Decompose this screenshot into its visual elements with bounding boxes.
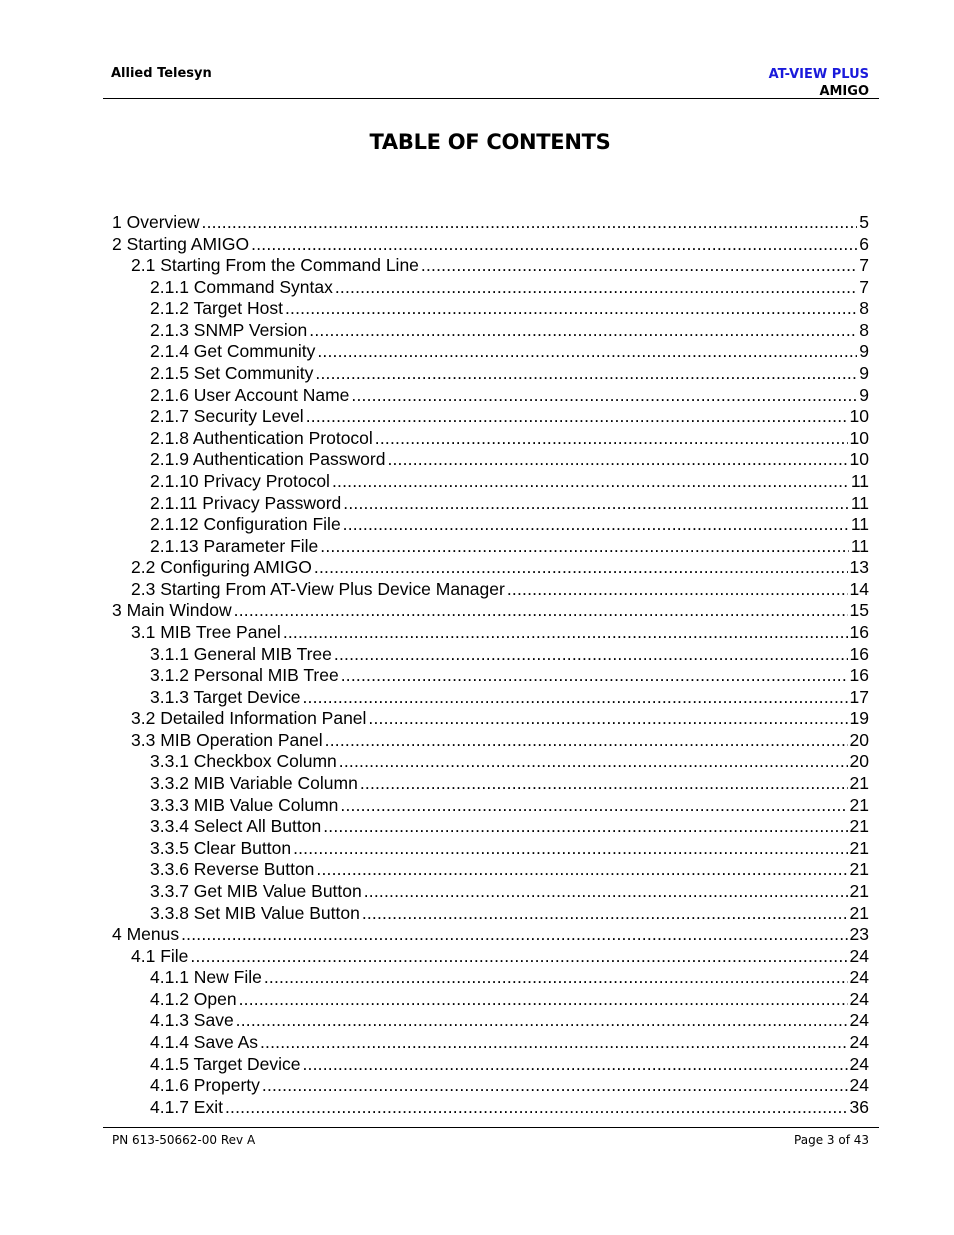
toc-entry[interactable]	[112, 212, 869, 234]
toc-entry-page: 9	[859, 363, 869, 384]
dot-leader	[302, 687, 847, 708]
dot-leader	[283, 622, 848, 643]
toc-entry[interactable]	[112, 234, 869, 256]
toc-entry-page: 21	[849, 880, 869, 901]
toc-entry[interactable]	[112, 385, 869, 407]
toc-entry-page: 11	[850, 492, 869, 513]
toc-entry-label: 3.1.1 General MIB Tree	[150, 643, 332, 664]
toc-entry-label: 3.3.3 MIB Value Column	[150, 794, 339, 815]
toc-entry-label: 4.1.2 Open	[150, 988, 237, 1009]
toc-entry[interactable]	[112, 579, 869, 601]
dot-leader	[368, 708, 847, 729]
toc-entry[interactable]	[112, 298, 869, 320]
toc-entry-page: 16	[849, 621, 869, 642]
toc-entry-page: 19	[849, 708, 869, 729]
toc-entry[interactable]	[112, 1097, 869, 1119]
toc-entry-label: 2.1 Starting From the Command Line	[131, 255, 419, 276]
toc-entry-label: 1 Overview	[112, 212, 200, 232]
module-name: AMIGO	[819, 84, 869, 99]
dot-leader	[323, 816, 847, 837]
toc-entry-page: 24	[849, 988, 869, 1009]
toc-entry-label: 2.1.3 SNMP Version	[150, 319, 308, 340]
toc-entry-page: 10	[849, 427, 869, 448]
dot-leader	[302, 1054, 847, 1075]
toc-entry-page: 6	[859, 233, 869, 254]
dot-leader	[351, 385, 857, 406]
toc-entry-page: 10	[849, 406, 869, 427]
toc-entry-page: 23	[849, 924, 869, 945]
toc-entry-page: 7	[859, 255, 869, 276]
toc-entry-page: 15	[849, 600, 869, 621]
toc-entry-label: 4.1.6 Property	[150, 1075, 260, 1096]
toc-entry[interactable]	[112, 903, 869, 925]
dot-leader	[332, 471, 849, 492]
toc-entry-page: 7	[859, 276, 869, 297]
dot-leader	[507, 579, 848, 600]
toc-entry-label: 3.3.8 Set MIB Value Button	[150, 902, 360, 923]
toc-entry-label: 3.3.6 Reverse Button	[150, 859, 315, 880]
toc-entry-page: 20	[849, 751, 869, 772]
dot-leader	[309, 320, 857, 341]
toc-entry-label: 4.1 File	[131, 945, 189, 966]
toc-entry[interactable]	[112, 751, 869, 773]
toc-entry-label: 4.1.7 Exit	[150, 1096, 223, 1117]
dot-leader	[306, 406, 848, 427]
toc-entry-page: 9	[859, 384, 869, 405]
toc-entry-page: 16	[849, 643, 869, 664]
toc-entry[interactable]	[112, 946, 869, 968]
toc-entry-page: 24	[849, 1031, 869, 1052]
toc-entry-page: 21	[849, 837, 869, 858]
page-title: TABLE OF CONTENTS	[369, 130, 611, 154]
dot-leader	[225, 1097, 848, 1118]
dot-leader	[264, 967, 848, 988]
toc-entry-page: 16	[849, 665, 869, 686]
toc-entry-label: 2.1.12 Configuration File	[150, 514, 341, 535]
toc-entry-label: 3.2 Detailed Information Panel	[131, 708, 367, 729]
toc-entry-label: 2 Starting AMIGO	[112, 233, 250, 254]
toc-entry[interactable]	[112, 773, 869, 795]
toc-entry[interactable]	[112, 1054, 869, 1076]
toc-entry-page: 10	[849, 449, 869, 470]
toc-entry-label: 2.1.9 Authentication Password	[150, 449, 386, 470]
dot-leader	[339, 751, 848, 772]
dot-leader	[239, 989, 848, 1010]
toc-entry-label: 4.1.1 New File	[150, 967, 262, 988]
toc-entry[interactable]	[112, 1075, 869, 1097]
toc-entry-page: 24	[849, 945, 869, 966]
table-of-contents	[112, 212, 869, 1118]
part-number: PN 613-50662-00 Rev A	[112, 1133, 256, 1147]
toc-entry[interactable]	[112, 493, 869, 515]
toc-entry-page: 17	[849, 686, 869, 707]
dot-leader	[387, 449, 847, 470]
dot-leader	[325, 730, 848, 751]
toc-entry[interactable]	[112, 428, 869, 450]
toc-entry-page: 5	[859, 212, 869, 232]
dot-leader	[260, 1032, 848, 1053]
dot-leader	[343, 514, 849, 535]
toc-entry-label: 2.1.8 Authentication Protocol	[150, 427, 373, 448]
toc-entry-page: 36	[849, 1096, 869, 1117]
document-header-right	[769, 66, 869, 100]
toc-entry-page: 21	[849, 816, 869, 837]
toc-entry[interactable]	[112, 859, 869, 881]
toc-entry-label: 3.3.2 MIB Variable Column	[150, 773, 358, 794]
toc-entry[interactable]	[112, 255, 869, 277]
toc-entry-label: 3.3.4 Select All Button	[150, 816, 322, 837]
dot-leader	[316, 859, 847, 880]
toc-entry[interactable]	[112, 406, 869, 428]
toc-entry[interactable]	[112, 730, 869, 752]
toc-entry[interactable]	[112, 924, 869, 946]
dot-leader	[360, 773, 848, 794]
toc-entry-page: 11	[850, 514, 869, 535]
toc-entry[interactable]	[112, 989, 869, 1011]
toc-entry-label: 3 Main Window	[112, 600, 232, 621]
toc-entry-label: 3.3 MIB Operation Panel	[131, 729, 323, 750]
dot-leader	[181, 924, 847, 945]
product-name: AT-VIEW PLUS	[768, 67, 869, 82]
toc-entry-page: 24	[849, 1075, 869, 1096]
toc-entry-page: 21	[849, 902, 869, 923]
toc-entry-page: 8	[859, 298, 869, 319]
dot-leader	[375, 428, 848, 449]
toc-entry-label: 2.1.1 Command Syntax	[150, 276, 333, 297]
toc-entry-label: 3.3.7 Get MIB Value Button	[150, 880, 362, 901]
toc-entry-label: 3.3.5 Clear Button	[150, 837, 292, 858]
toc-entry-page: 21	[849, 794, 869, 815]
toc-entry[interactable]	[112, 665, 869, 687]
dot-leader	[362, 903, 848, 924]
toc-entry-page: 20	[849, 729, 869, 750]
toc-entry-label: 4.1.5 Target Device	[150, 1053, 301, 1074]
toc-entry-label: 3.1 MIB Tree Panel	[131, 621, 281, 642]
dot-leader	[320, 536, 849, 557]
toc-entry[interactable]	[112, 363, 869, 385]
toc-entry-label: 2.1.6 User Account Name	[150, 384, 350, 405]
toc-entry-label: 4.1.3 Save	[150, 1010, 234, 1031]
toc-entry[interactable]	[112, 881, 869, 903]
dot-leader	[341, 665, 848, 686]
toc-entry-page: 8	[859, 319, 869, 340]
toc-entry-page: 24	[849, 1010, 869, 1031]
toc-entry-label: 2.2 Configuring AMIGO	[131, 557, 312, 578]
toc-entry[interactable]	[112, 320, 869, 342]
dot-leader	[421, 255, 857, 276]
dot-leader	[335, 277, 857, 298]
dot-leader	[340, 795, 847, 816]
toc-entry-page: 13	[849, 557, 869, 578]
dot-leader	[343, 493, 849, 514]
toc-entry-page: 14	[849, 578, 869, 599]
dot-leader	[285, 298, 857, 319]
toc-entry[interactable]	[112, 838, 869, 860]
toc-entry-page: 24	[849, 967, 869, 988]
toc-entry-page: 11	[850, 470, 869, 491]
toc-entry[interactable]	[112, 341, 869, 363]
toc-entry-page: 21	[849, 859, 869, 880]
toc-entry[interactable]	[112, 1010, 869, 1032]
dot-leader	[293, 838, 847, 859]
toc-entry-label: 2.1.13 Parameter File	[150, 535, 319, 556]
page-number: Page 3 of 43	[794, 1133, 869, 1147]
toc-entry-label: 2.3 Starting From AT-View Plus Device Manager	[131, 578, 505, 599]
toc-entry[interactable]	[112, 277, 869, 299]
footer-divider	[103, 1127, 879, 1128]
toc-entry[interactable]	[112, 644, 869, 666]
toc-entry-label: 3.1.3 Target Device	[150, 686, 301, 707]
dot-leader	[317, 341, 857, 362]
toc-entry[interactable]	[112, 557, 869, 579]
toc-entry-label: 2.1.7 Security Level	[150, 406, 304, 427]
toc-entry[interactable]	[112, 708, 869, 730]
dot-leader	[314, 557, 848, 578]
toc-entry-label: 2.1.5 Set Community	[150, 363, 314, 384]
toc-entry-label: 2.1.10 Privacy Protocol	[150, 470, 330, 491]
dot-leader	[364, 881, 848, 902]
toc-entry[interactable]	[112, 816, 869, 838]
toc-entry[interactable]	[112, 622, 869, 644]
toc-entry[interactable]	[112, 795, 869, 817]
toc-entry[interactable]	[112, 1032, 869, 1054]
company-name: Allied Telesyn	[111, 66, 212, 81]
toc-entry-page: 11	[850, 535, 869, 556]
toc-entry-label: 2.1.2 Target Host	[150, 298, 283, 319]
dot-leader	[236, 1010, 848, 1031]
toc-entry-page: 24	[849, 1053, 869, 1074]
toc-entry-label: 3.1.2 Personal MIB Tree	[150, 665, 339, 686]
toc-entry[interactable]	[112, 687, 869, 709]
dot-leader	[234, 600, 848, 621]
header-divider	[103, 98, 879, 99]
toc-entry[interactable]	[112, 514, 869, 536]
dot-leader	[262, 1075, 848, 1096]
toc-entry[interactable]	[112, 471, 869, 493]
dot-leader	[190, 946, 847, 967]
toc-entry-label: 4.1.4 Save As	[150, 1031, 258, 1052]
toc-entry-page: 9	[859, 341, 869, 362]
toc-entry[interactable]	[112, 449, 869, 471]
dot-leader	[315, 363, 857, 384]
toc-entry[interactable]	[112, 600, 869, 622]
toc-entry-label: 4 Menus	[112, 924, 180, 945]
toc-entry-label: 2.1.11 Privacy Password	[150, 492, 342, 513]
toc-entry-label: 3.3.1 Checkbox Column	[150, 751, 337, 772]
dot-leader	[334, 644, 848, 665]
dot-leader	[251, 234, 857, 255]
toc-entry-label: 2.1.4 Get Community	[150, 341, 316, 362]
dot-leader	[202, 212, 858, 233]
toc-entry[interactable]	[112, 536, 869, 558]
toc-entry[interactable]	[112, 967, 869, 989]
toc-entry-page: 21	[849, 773, 869, 794]
